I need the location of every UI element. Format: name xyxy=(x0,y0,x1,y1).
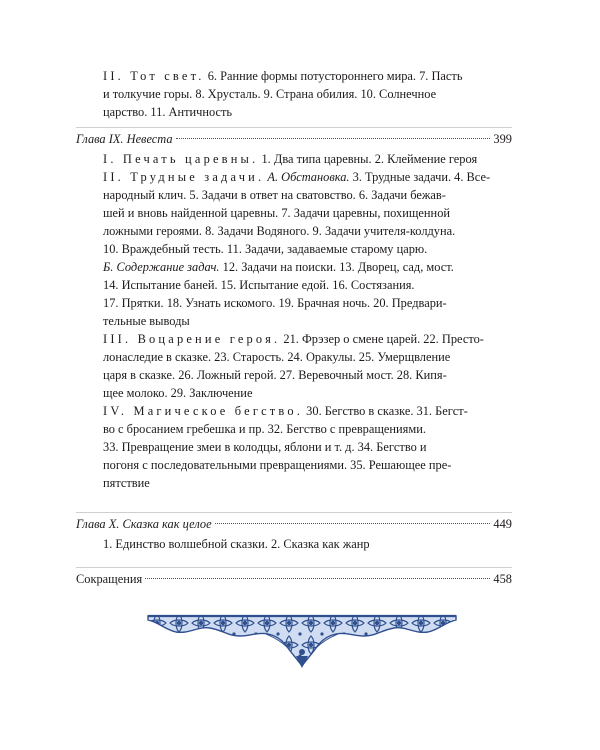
ch9-s4-line-1: IV. Магическое бегство. 30. Бегство в сказке. 31. Бегст- xyxy=(103,404,468,418)
page-number: 458 xyxy=(493,572,512,586)
dot-leader xyxy=(176,138,491,139)
ch9-s2-line-1: II. Трудные задачи. А. Обстановка. 3. Трудные задачи. 4. Все- xyxy=(103,170,491,184)
divider xyxy=(76,512,512,513)
blue-floral-ornament-icon xyxy=(146,612,458,670)
sec2-line-3: царство. 11. Античность xyxy=(103,105,233,119)
ch9-s3-line-2: лонаследие в сказке. 23. Старость. 24. Оракулы. 25. Умерщвление xyxy=(103,350,451,364)
sec2-line-1: II. Тот свет. 6. Ранние формы потустороннего мира. 7. Пасть xyxy=(103,69,463,83)
section-title: Сокращения xyxy=(76,572,143,586)
page-number: 449 xyxy=(493,517,512,531)
chapter-title: Глава X. Сказка как целое xyxy=(76,517,212,531)
divider xyxy=(76,127,512,128)
ch9-s4-line-2: во с бросанием гребешка и пр. 32. Бегство с превращениями. xyxy=(103,422,426,436)
dot-leader xyxy=(215,523,491,524)
ch9-s4-line-3: 33. Превращение змеи в колодцы, яблони и т. д. 34. Бегство и xyxy=(103,440,427,454)
ch9-s1-line: I. Печать царевны. 1. Два типа царевны. 2. Клеймение героя xyxy=(103,152,478,166)
ch9-s2-line-6: Б. Содержание задач. 12. Задачи на поиски. 13. Дворец, сад, мост. xyxy=(103,260,454,274)
ch9-s3-line-3: царя в сказке. 26. Ложный герой. 27. Веревочный мост. 28. Кипя- xyxy=(103,368,447,382)
ch9-s4-line-4: погоня с последовательными превращениями. 35. Решающее пре- xyxy=(103,458,452,472)
ch9-s2-line-2: народный клич. 5. Задачи в ответ на сватовство. 6. Задачи бежав- xyxy=(103,188,446,202)
toc-entry-abbreviations[interactable] xyxy=(76,571,512,588)
chapter-title: Глава IX. Невеста xyxy=(76,132,173,146)
sec2-line-2: и толкучие горы. 8. Хрусталь. 9. Страна обилия. 10. Солнечное xyxy=(103,87,437,101)
divider xyxy=(76,567,512,568)
ch9-s2-line-5: 10. Враждебный тесть. 11. Задачи, задаваемые старому царю. xyxy=(103,242,428,256)
ch9-s2-line-4: ложными героями. 8. Задачи Водяного. 9. Задачи учителя-колдуна. xyxy=(103,224,456,238)
dot-leader xyxy=(145,578,490,579)
toc-entry-chapter-9[interactable] xyxy=(76,131,512,148)
ch10-line-1: 1. Единство волшебной сказки. 2. Сказка как жанр xyxy=(103,537,370,551)
ch9-s3-line-1: III. Воцарение героя. 21. Фрэзер о смене царей. 22. Престо- xyxy=(103,332,484,346)
ch9-s2-line-7: 14. Испытание баней. 15. Испытание едой. 16. Состязания. xyxy=(103,278,415,292)
toc-entry-chapter-10[interactable] xyxy=(76,516,512,533)
ch9-s2-line-3: шей и вновь найденной царевны. 7. Задачи царевны, похищенной xyxy=(103,206,451,220)
page-number: 399 xyxy=(493,132,512,146)
ch9-s2-line-9: тельные выводы xyxy=(103,314,190,328)
ch9-s3-line-4: щее молоко. 29. Заключение xyxy=(103,386,253,400)
ch9-s2-line-8: 17. Прятки. 18. Узнать искомого. 19. Брачная ночь. 20. Предвари- xyxy=(103,296,447,310)
ch9-s4-line-5: пятствие xyxy=(103,476,150,490)
